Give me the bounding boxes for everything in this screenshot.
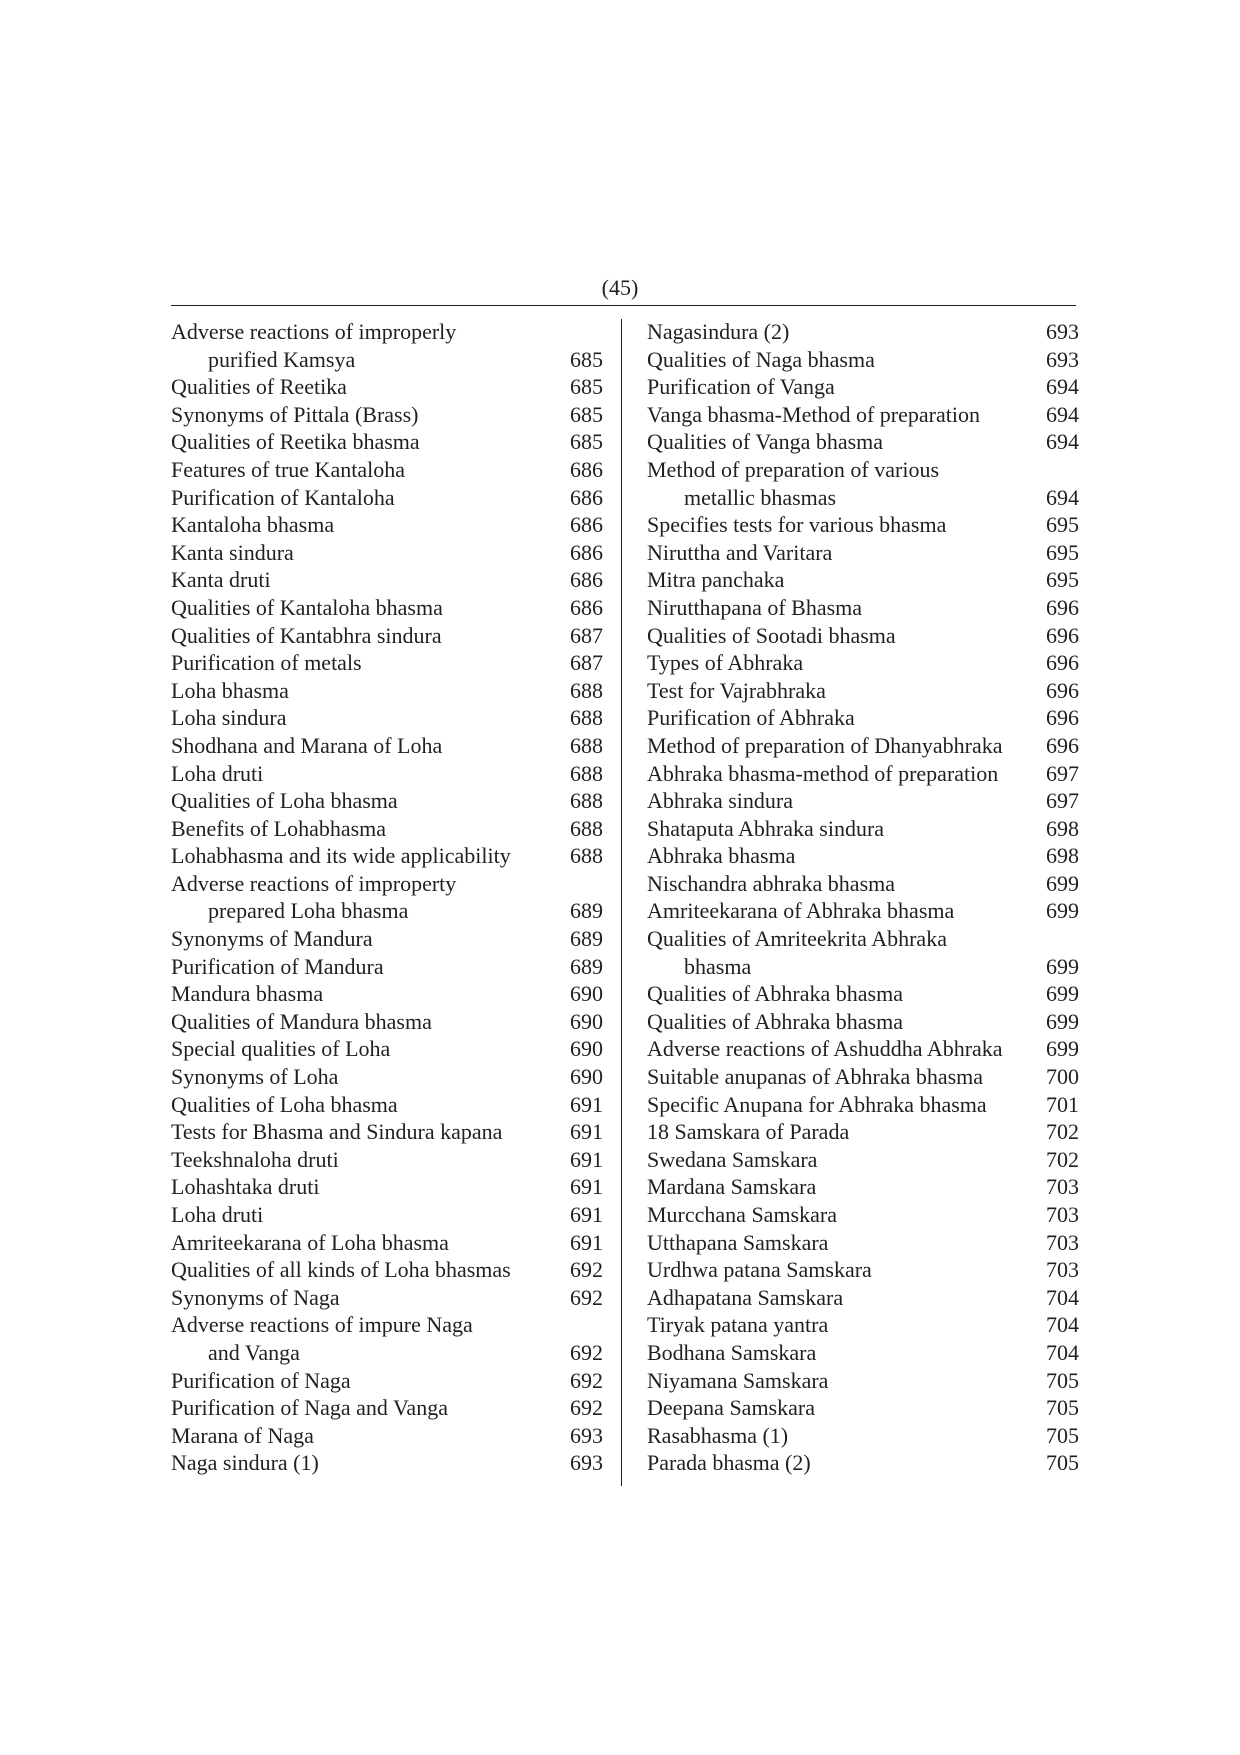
- entry-title: Qualities of Abhraka bhasma: [647, 981, 903, 1007]
- contents-entry: [647, 925, 1079, 953]
- contents-entry: [171, 484, 603, 512]
- entry-page-number: 696: [1046, 705, 1079, 731]
- contents-entry: [647, 677, 1079, 705]
- entry-page-number: 694: [1046, 484, 1079, 510]
- entry-page-number: 693: [1046, 319, 1079, 344]
- contents-entry: [171, 318, 603, 346]
- contents-column-left: [171, 318, 603, 1477]
- contents-entry: [647, 622, 1079, 650]
- entry-title: Qualities of Loha bhasma: [171, 1091, 398, 1117]
- contents-entry: [647, 511, 1079, 539]
- entry-page-number: 688: [570, 788, 603, 814]
- contents-entry: [647, 732, 1079, 760]
- contents-entry: [647, 815, 1079, 843]
- entry-page-number: 685: [570, 429, 603, 455]
- entry-page-number: 689: [570, 898, 603, 924]
- contents-entry: [171, 760, 603, 788]
- entry-title: Amriteekarana of Abhraka bhasma: [647, 898, 955, 924]
- contents-entry: [171, 1035, 603, 1063]
- contents-entry: [647, 1339, 1079, 1367]
- contents-entry: [647, 401, 1079, 429]
- entry-page-number: 697: [1046, 760, 1079, 786]
- entry-title: Types of Abhraka: [647, 650, 804, 676]
- entry-title: Loha sindura: [171, 705, 287, 731]
- contents-entry: [647, 787, 1079, 815]
- entry-page-number: 704: [1046, 1339, 1079, 1365]
- entry-title: Shataputa Abhraka sindura: [647, 815, 885, 841]
- entry-title: Adverse reactions of impure Naga: [171, 1312, 473, 1338]
- entry-title: Specifies tests for various bhasma: [647, 512, 947, 538]
- entry-page-number: 692: [570, 1339, 603, 1365]
- entry-title: bhasma: [684, 953, 752, 979]
- entry-page-number: 688: [570, 705, 603, 731]
- entry-title: Qualities of Naga bhasma: [647, 346, 875, 372]
- entry-title: Method of preparation of Dhanyabhraka: [647, 732, 1003, 758]
- entry-page-number: 699: [1046, 1036, 1079, 1062]
- contents-entry: [647, 842, 1079, 870]
- entry-title: prepared Loha bhasma: [208, 898, 409, 924]
- entry-page-number: 687: [570, 622, 603, 648]
- entry-page-number: 691: [570, 1174, 603, 1200]
- entry-title: Nirutthapana of Bhasma: [647, 594, 863, 620]
- entry-title: Shodhana and Marana of Loha: [171, 732, 443, 758]
- entry-page-number: 688: [570, 815, 603, 841]
- entry-title: Special qualities of Loha: [171, 1036, 391, 1062]
- contents-entry: [171, 1063, 603, 1091]
- entry-title: Qualities of Abhraka bhasma: [647, 1008, 903, 1034]
- entry-page-number: 696: [1046, 594, 1079, 620]
- entry-title: 18 Samskara of Parada: [647, 1119, 850, 1145]
- entry-title: Qualities of Reetika bhasma: [171, 429, 420, 455]
- entry-page-number: 688: [570, 677, 603, 703]
- contents-entry: [171, 677, 603, 705]
- contents-entry: [647, 1449, 1079, 1477]
- contents-entry: [171, 1284, 603, 1312]
- entry-title: Qualities of Loha bhasma: [171, 788, 398, 814]
- entry-title: Loha druti: [171, 1202, 264, 1227]
- entry-page-number: 703: [1046, 1229, 1079, 1255]
- contents-entry: [647, 897, 1079, 925]
- contents-entry: [171, 1229, 603, 1257]
- contents-entry: [647, 1422, 1079, 1450]
- contents-entry: [647, 1367, 1079, 1395]
- entry-page-number: 690: [570, 981, 603, 1007]
- contents-entry: [171, 1311, 603, 1339]
- entry-title: Rasabhasma (1): [647, 1422, 789, 1448]
- contents-entry: [647, 1256, 1079, 1284]
- contents-entry: [171, 1422, 603, 1450]
- entry-page-number: 699: [1046, 870, 1079, 896]
- entry-title: Qualities of Mandura bhasma: [171, 1008, 432, 1034]
- contents-entry: [647, 1394, 1079, 1422]
- entry-page-number: 690: [570, 1036, 603, 1062]
- entry-page-number: 686: [570, 594, 603, 620]
- entry-page-number: 700: [1046, 1064, 1079, 1090]
- entry-page-number: 693: [1046, 346, 1079, 372]
- contents-entry: [647, 428, 1079, 456]
- entry-page-number: 692: [570, 1395, 603, 1421]
- entry-page-number: 685: [570, 346, 603, 372]
- contents-entry: [171, 428, 603, 456]
- entry-title: Amriteekarana of Loha bhasma: [171, 1229, 449, 1255]
- entry-page-number: 688: [570, 732, 603, 758]
- entry-page-number: 691: [570, 1119, 603, 1145]
- contents-entry: [171, 1091, 603, 1119]
- entry-page-number: 691: [570, 1202, 603, 1227]
- entry-title: Adverse reactions of improperly: [171, 319, 457, 344]
- contents-entry: [171, 1173, 603, 1201]
- entry-page-number: 703: [1046, 1202, 1079, 1227]
- contents-entry: [171, 1339, 603, 1367]
- entry-page-number: 699: [1046, 898, 1079, 924]
- entry-title: Mandura bhasma: [171, 981, 324, 1007]
- contents-entry: [171, 566, 603, 594]
- entry-title: Synonyms of Naga: [171, 1284, 340, 1310]
- entry-title: Abhraka sindura: [647, 788, 794, 814]
- entry-page-number: 695: [1046, 512, 1079, 538]
- entry-title: metallic bhasmas: [684, 484, 837, 510]
- contents-entry: [647, 318, 1079, 346]
- entry-title: Lohabhasma and its wide applicability: [171, 843, 511, 869]
- entry-page-number: 705: [1046, 1450, 1079, 1476]
- entry-page-number: 698: [1046, 843, 1079, 869]
- contents-entry: [171, 870, 603, 898]
- entry-title: Test for Vajrabhraka: [647, 677, 826, 703]
- contents-entry: [647, 870, 1079, 898]
- contents-entry: [647, 1284, 1079, 1312]
- entry-page-number: 689: [570, 926, 603, 952]
- entry-page-number: 705: [1046, 1367, 1079, 1393]
- contents-entry: [171, 925, 603, 953]
- entry-page-number: 694: [1046, 374, 1079, 400]
- entry-title: Mardana Samskara: [647, 1174, 817, 1200]
- entry-page-number: 699: [1046, 981, 1079, 1007]
- entry-title: Teekshnaloha druti: [171, 1146, 339, 1172]
- entry-title: Method of preparation of various: [647, 456, 940, 482]
- entry-title: Suitable anupanas of Abhraka bhasma: [647, 1064, 984, 1090]
- entry-title: Adverse reactions of improperty: [171, 870, 457, 896]
- entry-title: Qualities of Kantaloha bhasma: [171, 594, 443, 620]
- contents-entry: [171, 346, 603, 374]
- entry-title: Kantaloha bhasma: [171, 512, 335, 538]
- entry-page-number: 697: [1046, 788, 1079, 814]
- contents-entry: [171, 622, 603, 650]
- contents-entry: [171, 1256, 603, 1284]
- contents-entry: [171, 1008, 603, 1036]
- contents-entry: [647, 760, 1079, 788]
- entry-title: Murcchana Samskara: [647, 1202, 837, 1227]
- entry-title: Tiryak patana yantra: [647, 1312, 829, 1338]
- contents-entry: [647, 346, 1079, 374]
- entry-title: Synonyms of Loha: [171, 1064, 339, 1090]
- contents-entry: [647, 1146, 1079, 1174]
- entry-page-number: 686: [570, 539, 603, 565]
- contents-entry: [171, 539, 603, 567]
- entry-page-number: 691: [570, 1229, 603, 1255]
- entry-title: Bodhana Samskara: [647, 1339, 817, 1365]
- contents-entry: [647, 1311, 1079, 1339]
- contents-entry: [171, 704, 603, 732]
- contents-entry: [647, 566, 1079, 594]
- contents-entry: [171, 401, 603, 429]
- contents-entry: [647, 1173, 1079, 1201]
- entry-page-number: 702: [1046, 1146, 1079, 1172]
- contents-entry: [171, 456, 603, 484]
- contents-entry: [647, 456, 1079, 484]
- entry-title: Swedana Samskara: [647, 1146, 818, 1172]
- entry-page-number: 705: [1046, 1422, 1079, 1448]
- entry-title: Qualities of Amriteekrita Abhraka: [647, 926, 947, 952]
- entry-page-number: 686: [570, 567, 603, 593]
- contents-entry: [171, 842, 603, 870]
- entry-title: Features of true Kantaloha: [171, 456, 405, 482]
- entry-title: Niyamana Samskara: [647, 1367, 829, 1393]
- contents-entry: [171, 649, 603, 677]
- entry-page-number: 696: [1046, 677, 1079, 703]
- entry-title: Specific Anupana for Abhraka bhasma: [647, 1091, 987, 1117]
- contents-entry: [171, 1146, 603, 1174]
- entry-title: Abhraka bhasma-method of preparation: [647, 760, 999, 786]
- entry-page-number: 696: [1046, 732, 1079, 758]
- contents-entry: [647, 1229, 1079, 1257]
- entry-page-number: 688: [570, 760, 603, 786]
- entry-title: Nagasindura (2): [647, 319, 790, 344]
- contents-entry: [647, 649, 1079, 677]
- entry-title: Utthapana Samskara: [647, 1229, 829, 1255]
- entry-page-number: 695: [1046, 539, 1079, 565]
- contents-entry: [647, 539, 1079, 567]
- entry-page-number: 688: [570, 843, 603, 869]
- entry-title: Loha druti: [171, 760, 264, 786]
- contents-entry: [171, 732, 603, 760]
- contents-entry: [647, 1091, 1079, 1119]
- contents-entry: [647, 980, 1079, 1008]
- entry-title: Mitra panchaka: [647, 567, 785, 593]
- contents-entry: [171, 787, 603, 815]
- entry-title: Deepana Samskara: [647, 1395, 815, 1421]
- page-number: (45): [601, 275, 639, 300]
- entry-page-number: 685: [570, 374, 603, 400]
- entry-title: Nischandra abhraka bhasma: [647, 870, 896, 896]
- entry-title: Synonyms of Pittala (Brass): [171, 401, 419, 427]
- entry-page-number: 685: [570, 401, 603, 427]
- entry-page-number: 703: [1046, 1174, 1079, 1200]
- contents-entry: [647, 704, 1079, 732]
- entry-page-number: 689: [570, 953, 603, 979]
- contents-entry: [171, 815, 603, 843]
- entry-title: Purification of Naga: [171, 1367, 351, 1393]
- entry-title: Kanta druti: [171, 567, 271, 593]
- entry-page-number: 691: [570, 1146, 603, 1172]
- entry-page-number: 701: [1046, 1091, 1079, 1117]
- entry-page-number: 686: [570, 512, 603, 538]
- contents-entry: [171, 1394, 603, 1422]
- contents-entry: [647, 594, 1079, 622]
- entry-title: and Vanga: [208, 1339, 300, 1365]
- contents-entry: [647, 1008, 1079, 1036]
- entry-page-number: 692: [570, 1367, 603, 1393]
- entry-page-number: 699: [1046, 953, 1079, 979]
- entry-title: purified Kamsya: [208, 346, 356, 372]
- entry-page-number: 692: [570, 1257, 603, 1283]
- entry-title: Purification of Vanga: [647, 374, 835, 400]
- entry-title: Tests for Bhasma and Sindura kapana: [171, 1119, 503, 1145]
- entry-title: Abhraka bhasma: [647, 843, 796, 869]
- contents-entry: [647, 1063, 1079, 1091]
- contents-entry: [647, 1201, 1079, 1229]
- entry-title: Qualities of Vanga bhasma: [647, 429, 884, 455]
- contents-entry: [647, 373, 1079, 401]
- contents-entry: [171, 1201, 603, 1229]
- entry-title: Qualities of Sootadi bhasma: [647, 622, 896, 648]
- contents-column-right: [647, 318, 1079, 1477]
- entry-page-number: 686: [570, 484, 603, 510]
- entry-page-number: 690: [570, 1064, 603, 1090]
- entry-page-number: 703: [1046, 1257, 1079, 1283]
- entry-page-number: 704: [1046, 1284, 1079, 1310]
- contents-entry: [171, 980, 603, 1008]
- entry-title: Parada bhasma (2): [647, 1450, 811, 1476]
- contents-entry: [647, 953, 1079, 981]
- entry-title: Benefits of Lohabhasma: [171, 815, 387, 841]
- entry-title: Qualities of Reetika: [171, 374, 347, 400]
- contents-entry: [171, 373, 603, 401]
- entry-page-number: 702: [1046, 1119, 1079, 1145]
- contents-entry: [171, 1449, 603, 1477]
- contents-entry: [171, 511, 603, 539]
- entry-title: Marana of Naga: [171, 1422, 314, 1448]
- contents-entry: [647, 1118, 1079, 1146]
- entry-title: Qualities of Kantabhra sindura: [171, 622, 442, 648]
- entry-title: Vanga bhasma-Method of preparation: [647, 401, 980, 427]
- contents-entry: [171, 1118, 603, 1146]
- entry-title: Loha bhasma: [171, 677, 289, 703]
- entry-page-number: 692: [570, 1284, 603, 1310]
- entry-page-number: 705: [1046, 1395, 1079, 1421]
- header-rule: [171, 305, 1076, 306]
- contents-entry: [171, 1367, 603, 1395]
- entry-title: Purification of Kantaloha: [171, 484, 395, 510]
- column-divider: [621, 319, 622, 1486]
- entry-title: Purification of Naga and Vanga: [171, 1395, 448, 1421]
- entry-page-number: 694: [1046, 429, 1079, 455]
- entry-page-number: 696: [1046, 650, 1079, 676]
- entry-page-number: 690: [570, 1008, 603, 1034]
- entry-page-number: 686: [570, 456, 603, 482]
- entry-page-number: 693: [570, 1422, 603, 1448]
- entry-title: Niruttha and Varitara: [647, 539, 833, 565]
- entry-page-number: 699: [1046, 1008, 1079, 1034]
- contents-entry: [171, 594, 603, 622]
- entry-title: Purification of metals: [171, 650, 362, 676]
- entry-title: Adverse reactions of Ashuddha Abhraka: [647, 1036, 1003, 1062]
- entry-page-number: 698: [1046, 815, 1079, 841]
- entry-title: Purification of Abhraka: [647, 705, 855, 731]
- entry-title: Qualities of all kinds of Loha bhasmas: [171, 1257, 511, 1283]
- contents-entry: [171, 953, 603, 981]
- entry-page-number: 696: [1046, 622, 1079, 648]
- entry-title: Urdhwa patana Samskara: [647, 1257, 872, 1283]
- entry-title: Kanta sindura: [171, 539, 294, 565]
- contents-entry: [647, 484, 1079, 512]
- entry-page-number: 687: [570, 650, 603, 676]
- entry-page-number: 691: [570, 1091, 603, 1117]
- entry-title: Naga sindura (1): [171, 1450, 319, 1476]
- contents-entry: [647, 1035, 1079, 1063]
- entry-title: Adhapatana Samskara: [647, 1284, 844, 1310]
- entry-title: Lohashtaka druti: [171, 1174, 320, 1200]
- entry-title: Purification of Mandura: [171, 953, 384, 979]
- entry-page-number: 693: [570, 1450, 603, 1476]
- entry-title: Synonyms of Mandura: [171, 926, 373, 952]
- entry-page-number: 704: [1046, 1312, 1079, 1338]
- entry-page-number: 695: [1046, 567, 1079, 593]
- entry-page-number: 694: [1046, 401, 1079, 427]
- contents-entry: [171, 897, 603, 925]
